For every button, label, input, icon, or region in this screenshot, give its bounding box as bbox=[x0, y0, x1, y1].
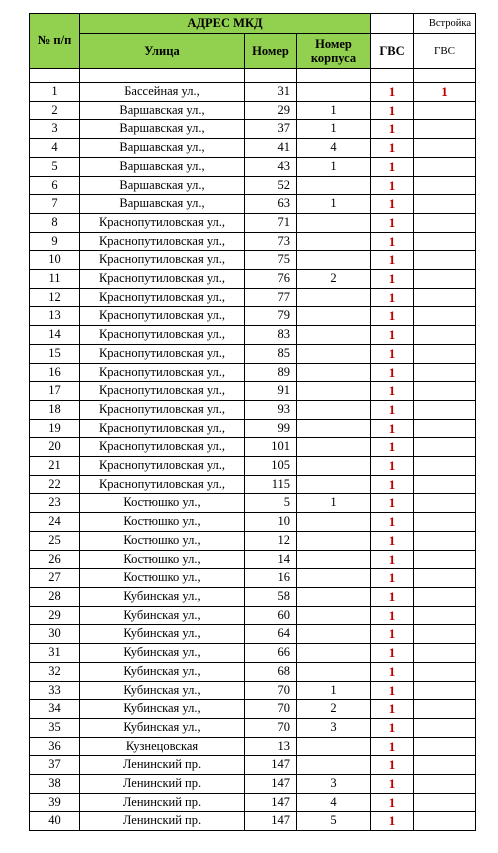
house-number-cell: 31 bbox=[245, 83, 297, 102]
corpus-cell bbox=[297, 587, 371, 606]
table-row bbox=[30, 475, 476, 494]
stroyka-gvs-cell bbox=[414, 176, 476, 195]
row-number: 1 bbox=[30, 83, 80, 102]
row-number: 29 bbox=[30, 606, 80, 625]
gvs-cell: 1 bbox=[371, 550, 414, 569]
header-gvs: ГВС bbox=[371, 34, 414, 69]
stroyka-gvs-cell bbox=[414, 569, 476, 588]
stroyka-gvs-cell bbox=[414, 419, 476, 438]
stroyka-gvs-cell: 1 bbox=[414, 83, 476, 102]
row-number: 24 bbox=[30, 513, 80, 532]
house-number-cell: 91 bbox=[245, 382, 297, 401]
table-row bbox=[30, 213, 476, 232]
corpus-cell bbox=[297, 475, 371, 494]
row-number: 31 bbox=[30, 644, 80, 663]
stroyka-gvs-cell bbox=[414, 513, 476, 532]
table-row bbox=[30, 681, 476, 700]
house-number-cell: 66 bbox=[245, 644, 297, 663]
house-number-cell: 73 bbox=[245, 232, 297, 251]
house-number-cell: 70 bbox=[245, 681, 297, 700]
table-row bbox=[30, 419, 476, 438]
table-row bbox=[30, 139, 476, 158]
gvs-cell: 1 bbox=[371, 270, 414, 289]
row-number: 25 bbox=[30, 531, 80, 550]
header-address-group: АДРЕС МКД bbox=[80, 14, 371, 34]
table-row bbox=[30, 232, 476, 251]
gvs-cell: 1 bbox=[371, 606, 414, 625]
house-number-cell: 37 bbox=[245, 120, 297, 139]
row-number: 14 bbox=[30, 326, 80, 345]
street-cell: Варшавская ул., bbox=[80, 195, 245, 214]
gvs-cell: 1 bbox=[371, 195, 414, 214]
corpus-cell: 3 bbox=[297, 718, 371, 737]
stroyka-gvs-cell bbox=[414, 775, 476, 794]
corpus-cell: 1 bbox=[297, 120, 371, 139]
row-number: 3 bbox=[30, 120, 80, 139]
gvs-cell: 1 bbox=[371, 157, 414, 176]
corpus-cell bbox=[297, 307, 371, 326]
house-number-cell: 29 bbox=[245, 101, 297, 120]
street-cell: Костюшко ул., bbox=[80, 531, 245, 550]
house-number-cell: 43 bbox=[245, 157, 297, 176]
header-empty-cell bbox=[371, 14, 414, 34]
stroyka-gvs-cell bbox=[414, 793, 476, 812]
row-number: 16 bbox=[30, 363, 80, 382]
street-cell: Кубинская ул., bbox=[80, 681, 245, 700]
stroyka-gvs-cell bbox=[414, 157, 476, 176]
corpus-cell bbox=[297, 737, 371, 756]
corpus-cell bbox=[297, 176, 371, 195]
row-number: 9 bbox=[30, 232, 80, 251]
street-cell: Краснопутиловская ул., bbox=[80, 400, 245, 419]
row-number: 13 bbox=[30, 307, 80, 326]
corpus-cell bbox=[297, 382, 371, 401]
street-cell: Краснопутиловская ул., bbox=[80, 232, 245, 251]
corpus-cell bbox=[297, 531, 371, 550]
street-cell: Ленинский пр. bbox=[80, 775, 245, 794]
corpus-cell: 1 bbox=[297, 195, 371, 214]
row-number: 4 bbox=[30, 139, 80, 158]
corpus-cell bbox=[297, 363, 371, 382]
corpus-cell: 2 bbox=[297, 270, 371, 289]
row-number: 32 bbox=[30, 662, 80, 681]
corpus-cell: 1 bbox=[297, 157, 371, 176]
street-cell: Ленинский пр. bbox=[80, 756, 245, 775]
stroyka-gvs-cell bbox=[414, 195, 476, 214]
header-number-col: № п/п bbox=[30, 14, 80, 69]
corpus-cell bbox=[297, 550, 371, 569]
house-number-cell: 115 bbox=[245, 475, 297, 494]
row-number: 10 bbox=[30, 251, 80, 270]
gvs-cell: 1 bbox=[371, 625, 414, 644]
table-row bbox=[30, 157, 476, 176]
gvs-cell: 1 bbox=[371, 756, 414, 775]
street-cell: Кубинская ул., bbox=[80, 700, 245, 719]
table-row bbox=[30, 195, 476, 214]
stroyka-gvs-cell bbox=[414, 251, 476, 270]
row-number: 23 bbox=[30, 494, 80, 513]
row-number: 8 bbox=[30, 213, 80, 232]
corpus-cell: 1 bbox=[297, 494, 371, 513]
house-number-cell: 105 bbox=[245, 457, 297, 476]
house-number-cell: 76 bbox=[245, 270, 297, 289]
gvs-cell: 1 bbox=[371, 307, 414, 326]
table-row bbox=[30, 662, 476, 681]
stroyka-gvs-cell bbox=[414, 737, 476, 756]
corpus-cell bbox=[297, 83, 371, 102]
corpus-cell: 2 bbox=[297, 700, 371, 719]
street-cell: Костюшко ул., bbox=[80, 494, 245, 513]
corpus-cell: 1 bbox=[297, 681, 371, 700]
table-row bbox=[30, 812, 476, 831]
table-row bbox=[30, 120, 476, 139]
stroyka-gvs-cell bbox=[414, 531, 476, 550]
stroyka-gvs-cell bbox=[414, 756, 476, 775]
gvs-cell: 1 bbox=[371, 793, 414, 812]
street-cell: Краснопутиловская ул., bbox=[80, 419, 245, 438]
header-stroyka-gvs: ГВС bbox=[414, 34, 476, 69]
row-number: 5 bbox=[30, 157, 80, 176]
house-number-cell: 70 bbox=[245, 700, 297, 719]
house-number-cell: 52 bbox=[245, 176, 297, 195]
table-body bbox=[30, 83, 476, 831]
table-row bbox=[30, 569, 476, 588]
table-row bbox=[30, 718, 476, 737]
blank-row bbox=[30, 69, 476, 83]
street-cell: Краснопутиловская ул., bbox=[80, 251, 245, 270]
street-cell: Краснопутиловская ул., bbox=[80, 344, 245, 363]
house-number-cell: 147 bbox=[245, 775, 297, 794]
gvs-cell: 1 bbox=[371, 288, 414, 307]
table-row bbox=[30, 625, 476, 644]
street-cell: Варшавская ул., bbox=[80, 120, 245, 139]
stroyka-gvs-cell bbox=[414, 606, 476, 625]
stroyka-gvs-cell bbox=[414, 307, 476, 326]
gvs-cell: 1 bbox=[371, 363, 414, 382]
header-street: Улица bbox=[80, 34, 245, 69]
gvs-cell: 1 bbox=[371, 120, 414, 139]
street-cell: Краснопутиловская ул., bbox=[80, 213, 245, 232]
stroyka-gvs-cell bbox=[414, 101, 476, 120]
row-number: 34 bbox=[30, 700, 80, 719]
corpus-cell bbox=[297, 419, 371, 438]
row-number: 20 bbox=[30, 438, 80, 457]
row-number: 11 bbox=[30, 270, 80, 289]
house-number-cell: 10 bbox=[245, 513, 297, 532]
house-number-cell: 16 bbox=[245, 569, 297, 588]
header-row-1 bbox=[30, 14, 476, 34]
gvs-cell: 1 bbox=[371, 775, 414, 794]
house-number-cell: 71 bbox=[245, 213, 297, 232]
street-cell: Кубинская ул., bbox=[80, 718, 245, 737]
gvs-cell: 1 bbox=[371, 737, 414, 756]
street-cell: Краснопутиловская ул., bbox=[80, 363, 245, 382]
stroyka-gvs-cell bbox=[414, 382, 476, 401]
row-number: 36 bbox=[30, 737, 80, 756]
house-number-cell: 77 bbox=[245, 288, 297, 307]
gvs-cell: 1 bbox=[371, 644, 414, 663]
street-cell: Варшавская ул., bbox=[80, 101, 245, 120]
house-number-cell: 89 bbox=[245, 363, 297, 382]
house-number-cell: 58 bbox=[245, 587, 297, 606]
gvs-cell: 1 bbox=[371, 400, 414, 419]
corpus-cell: 3 bbox=[297, 775, 371, 794]
corpus-cell bbox=[297, 288, 371, 307]
row-number: 30 bbox=[30, 625, 80, 644]
house-number-cell: 68 bbox=[245, 662, 297, 681]
stroyka-gvs-cell bbox=[414, 213, 476, 232]
stroyka-gvs-cell bbox=[414, 662, 476, 681]
table-row bbox=[30, 326, 476, 345]
street-cell: Кубинская ул., bbox=[80, 662, 245, 681]
house-number-cell: 60 bbox=[245, 606, 297, 625]
house-number-cell: 93 bbox=[245, 400, 297, 419]
gvs-cell: 1 bbox=[371, 681, 414, 700]
stroyka-gvs-cell bbox=[414, 270, 476, 289]
table-row bbox=[30, 700, 476, 719]
table-row bbox=[30, 793, 476, 812]
gvs-cell: 1 bbox=[371, 344, 414, 363]
street-cell: Краснопутиловская ул., bbox=[80, 270, 245, 289]
table-row bbox=[30, 251, 476, 270]
row-number: 22 bbox=[30, 475, 80, 494]
street-cell: Краснопутиловская ул., bbox=[80, 326, 245, 345]
street-cell: Костюшко ул., bbox=[80, 513, 245, 532]
table-row bbox=[30, 83, 476, 102]
stroyka-gvs-cell bbox=[414, 139, 476, 158]
address-table bbox=[29, 13, 476, 831]
gvs-cell: 1 bbox=[371, 139, 414, 158]
street-cell: Костюшко ул., bbox=[80, 569, 245, 588]
row-number: 38 bbox=[30, 775, 80, 794]
corpus-cell bbox=[297, 662, 371, 681]
corpus-cell bbox=[297, 438, 371, 457]
gvs-cell: 1 bbox=[371, 232, 414, 251]
house-number-cell: 147 bbox=[245, 756, 297, 775]
street-cell: Краснопутиловская ул., bbox=[80, 438, 245, 457]
house-number-cell: 147 bbox=[245, 793, 297, 812]
house-number-cell: 63 bbox=[245, 195, 297, 214]
table-row bbox=[30, 756, 476, 775]
gvs-cell: 1 bbox=[371, 700, 414, 719]
row-number: 37 bbox=[30, 756, 80, 775]
corpus-cell: 4 bbox=[297, 139, 371, 158]
table-row bbox=[30, 606, 476, 625]
street-cell: Кубинская ул., bbox=[80, 625, 245, 644]
house-number-cell: 5 bbox=[245, 494, 297, 513]
gvs-cell: 1 bbox=[371, 587, 414, 606]
stroyka-gvs-cell bbox=[414, 120, 476, 139]
table-row bbox=[30, 587, 476, 606]
street-cell: Ленинский пр. bbox=[80, 793, 245, 812]
gvs-cell: 1 bbox=[371, 457, 414, 476]
gvs-cell: 1 bbox=[371, 251, 414, 270]
house-number-cell: 70 bbox=[245, 718, 297, 737]
row-number: 27 bbox=[30, 569, 80, 588]
table-row bbox=[30, 344, 476, 363]
street-cell: Кубинская ул., bbox=[80, 644, 245, 663]
row-number: 40 bbox=[30, 812, 80, 831]
gvs-cell: 1 bbox=[371, 475, 414, 494]
corpus-cell bbox=[297, 326, 371, 345]
header-stroyka: Встройка bbox=[414, 14, 476, 34]
house-number-cell: 83 bbox=[245, 326, 297, 345]
street-cell: Кубинская ул., bbox=[80, 587, 245, 606]
stroyka-gvs-cell bbox=[414, 718, 476, 737]
corpus-cell bbox=[297, 457, 371, 476]
corpus-cell bbox=[297, 625, 371, 644]
gvs-cell: 1 bbox=[371, 101, 414, 120]
row-number: 15 bbox=[30, 344, 80, 363]
street-cell: Ленинский пр. bbox=[80, 812, 245, 831]
gvs-cell: 1 bbox=[371, 438, 414, 457]
house-number-cell: 13 bbox=[245, 737, 297, 756]
table-row bbox=[30, 513, 476, 532]
house-number-cell: 12 bbox=[245, 531, 297, 550]
stroyka-gvs-cell bbox=[414, 344, 476, 363]
house-number-cell: 79 bbox=[245, 307, 297, 326]
table-row bbox=[30, 400, 476, 419]
street-cell: Краснопутиловская ул., bbox=[80, 288, 245, 307]
gvs-cell: 1 bbox=[371, 812, 414, 831]
stroyka-gvs-cell bbox=[414, 625, 476, 644]
table-row bbox=[30, 382, 476, 401]
corpus-cell bbox=[297, 213, 371, 232]
corpus-cell bbox=[297, 569, 371, 588]
street-cell: Краснопутиловская ул., bbox=[80, 307, 245, 326]
gvs-cell: 1 bbox=[371, 531, 414, 550]
stroyka-gvs-cell bbox=[414, 363, 476, 382]
row-number: 21 bbox=[30, 457, 80, 476]
gvs-cell: 1 bbox=[371, 419, 414, 438]
stroyka-gvs-cell bbox=[414, 232, 476, 251]
stroyka-gvs-cell bbox=[414, 475, 476, 494]
table-row bbox=[30, 775, 476, 794]
corpus-cell bbox=[297, 756, 371, 775]
gvs-cell: 1 bbox=[371, 718, 414, 737]
table-row bbox=[30, 307, 476, 326]
row-number: 18 bbox=[30, 400, 80, 419]
stroyka-gvs-cell bbox=[414, 400, 476, 419]
corpus-cell bbox=[297, 400, 371, 419]
row-number: 7 bbox=[30, 195, 80, 214]
table-row bbox=[30, 363, 476, 382]
house-number-cell: 147 bbox=[245, 812, 297, 831]
corpus-cell: 1 bbox=[297, 101, 371, 120]
gvs-cell: 1 bbox=[371, 569, 414, 588]
row-number: 2 bbox=[30, 101, 80, 120]
house-number-cell: 75 bbox=[245, 251, 297, 270]
row-number: 35 bbox=[30, 718, 80, 737]
house-number-cell: 85 bbox=[245, 344, 297, 363]
corpus-cell bbox=[297, 251, 371, 270]
table-row bbox=[30, 101, 476, 120]
gvs-cell: 1 bbox=[371, 513, 414, 532]
table-row bbox=[30, 438, 476, 457]
stroyka-gvs-cell bbox=[414, 326, 476, 345]
corpus-cell: 5 bbox=[297, 812, 371, 831]
street-cell: Варшавская ул., bbox=[80, 139, 245, 158]
table-row bbox=[30, 288, 476, 307]
corpus-cell bbox=[297, 232, 371, 251]
street-cell: Краснопутиловская ул., bbox=[80, 457, 245, 476]
house-number-cell: 99 bbox=[245, 419, 297, 438]
house-number-cell: 64 bbox=[245, 625, 297, 644]
street-cell: Варшавская ул., bbox=[80, 176, 245, 195]
row-number: 6 bbox=[30, 176, 80, 195]
gvs-cell: 1 bbox=[371, 83, 414, 102]
table-row bbox=[30, 737, 476, 756]
gvs-cell: 1 bbox=[371, 213, 414, 232]
header-corpus: Номер корпуса bbox=[297, 34, 371, 69]
street-cell: Кузнецовская bbox=[80, 737, 245, 756]
table-row bbox=[30, 550, 476, 569]
stroyka-gvs-cell bbox=[414, 644, 476, 663]
corpus-cell bbox=[297, 606, 371, 625]
gvs-cell: 1 bbox=[371, 176, 414, 195]
corpus-cell bbox=[297, 644, 371, 663]
stroyka-gvs-cell bbox=[414, 700, 476, 719]
house-number-cell: 41 bbox=[245, 139, 297, 158]
row-number: 26 bbox=[30, 550, 80, 569]
corpus-cell bbox=[297, 344, 371, 363]
table-row bbox=[30, 176, 476, 195]
table-row bbox=[30, 531, 476, 550]
house-number-cell: 101 bbox=[245, 438, 297, 457]
stroyka-gvs-cell bbox=[414, 438, 476, 457]
stroyka-gvs-cell bbox=[414, 288, 476, 307]
gvs-cell: 1 bbox=[371, 662, 414, 681]
street-cell: Варшавская ул., bbox=[80, 157, 245, 176]
stroyka-gvs-cell bbox=[414, 457, 476, 476]
street-cell: Кубинская ул., bbox=[80, 606, 245, 625]
header-row-2 bbox=[30, 34, 476, 69]
table-row bbox=[30, 494, 476, 513]
stroyka-gvs-cell bbox=[414, 587, 476, 606]
table-row bbox=[30, 457, 476, 476]
row-number: 33 bbox=[30, 681, 80, 700]
gvs-cell: 1 bbox=[371, 494, 414, 513]
row-number: 12 bbox=[30, 288, 80, 307]
gvs-cell: 1 bbox=[371, 382, 414, 401]
row-number: 39 bbox=[30, 793, 80, 812]
stroyka-gvs-cell bbox=[414, 494, 476, 513]
street-cell: Костюшко ул., bbox=[80, 550, 245, 569]
corpus-cell bbox=[297, 513, 371, 532]
house-number-cell: 14 bbox=[245, 550, 297, 569]
street-cell: Краснопутиловская ул., bbox=[80, 382, 245, 401]
row-number: 17 bbox=[30, 382, 80, 401]
corpus-cell: 4 bbox=[297, 793, 371, 812]
table-row bbox=[30, 644, 476, 663]
header-house-number: Номер bbox=[245, 34, 297, 69]
stroyka-gvs-cell bbox=[414, 812, 476, 831]
street-cell: Бассейная ул., bbox=[80, 83, 245, 102]
stroyka-gvs-cell bbox=[414, 550, 476, 569]
stroyka-gvs-cell bbox=[414, 681, 476, 700]
street-cell: Краснопутиловская ул., bbox=[80, 475, 245, 494]
row-number: 28 bbox=[30, 587, 80, 606]
table-row bbox=[30, 270, 476, 289]
gvs-cell: 1 bbox=[371, 326, 414, 345]
row-number: 19 bbox=[30, 419, 80, 438]
